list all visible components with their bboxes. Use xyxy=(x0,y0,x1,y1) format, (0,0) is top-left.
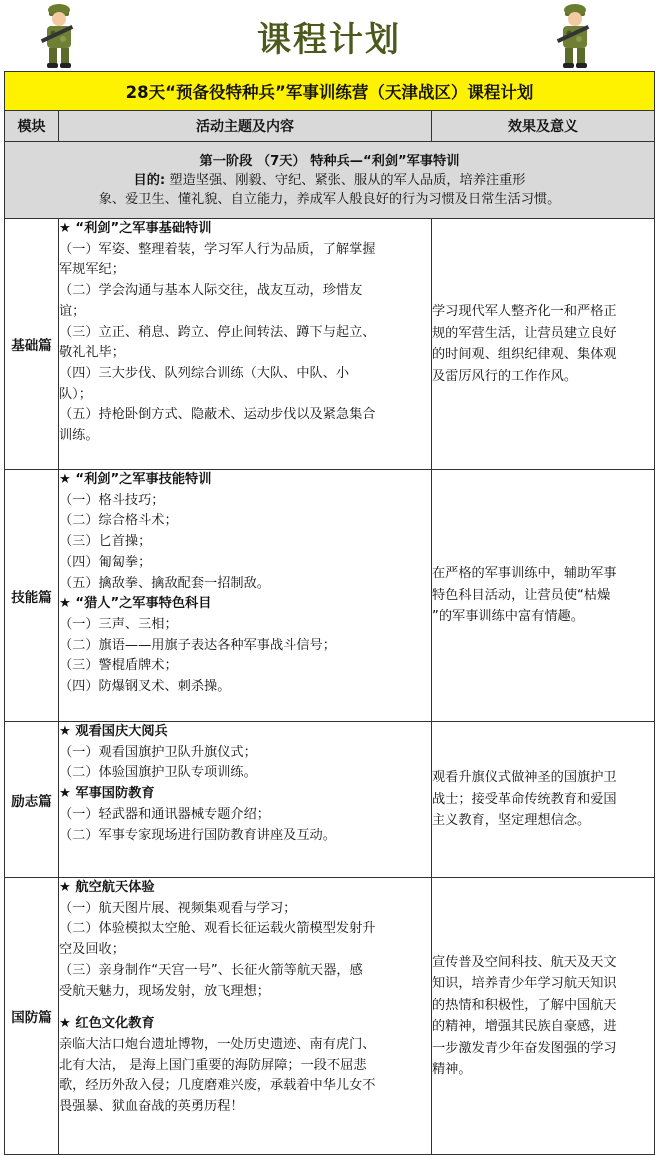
section-title: ★ 军事国防教育 xyxy=(59,786,155,802)
activity-line: （二）学会沟通与基本人际交往，战友互动，珍惜友 xyxy=(59,283,363,299)
effect-line: 及雷厉风行的工作作风。 xyxy=(432,368,578,384)
course-plan-table xyxy=(4,71,655,1155)
stage-goal-label: 目的: xyxy=(133,172,166,188)
activity-line: 受航天魅力，现场发射，放飞理想； xyxy=(59,983,270,999)
activity-line: （一）轻武器和通讯器械专题介绍； xyxy=(59,806,270,822)
page-header xyxy=(0,0,658,70)
module-cell: 国防篇 xyxy=(5,878,59,1155)
effect-cell xyxy=(432,722,655,878)
activity-line: （三）立正、稍息、跨立、停止间转法、蹲下与起立、 xyxy=(59,324,376,340)
section-title: ★ “利剑”之军事技能特训 xyxy=(59,472,212,487)
table-title-row xyxy=(5,72,655,111)
effect-line: 一步激发青少年奋发图强的学习 xyxy=(432,1040,617,1056)
activity-line: （五）持枪卧倒方式、隐蔽术、运动步伐以及紧急集合 xyxy=(59,407,376,423)
effect-line: 主义教育，坚定理想信念。 xyxy=(432,813,591,829)
effect-line: 宣传普及空间科技、航天及天文 xyxy=(432,954,617,970)
activity-line: 北有大沽， 是海上国门重要的海防屏障；一段不屈悲 xyxy=(59,1057,367,1073)
activity-line: （四）三大步伐、队列综合训练（大队、中队、小 xyxy=(59,365,350,381)
effect-line: 的精神，增强其民族自豪感，进 xyxy=(432,1019,617,1034)
module-cell: 励志篇 xyxy=(5,722,59,878)
activity-line: （一）格斗技巧； xyxy=(59,492,165,508)
activity-line: （一）军姿、整理着装，学习军人行为品质，了解掌握 xyxy=(59,241,376,257)
section-title: ★ “猎人”之军事特色科目 xyxy=(59,596,212,612)
activity-line: 歌，经历外敌入侵；几度磨难兴废，承载着中华儿女不 xyxy=(59,1078,376,1094)
stage-goal-line2: 象、爱卫生、懂礼貌、自立能力，养成军人般良好的行为习惯及日常生活习惯。 xyxy=(98,191,561,207)
effect-cell xyxy=(432,878,655,1155)
activity-line: （二）体验国旗护卫队专项训练。 xyxy=(59,765,257,781)
activity-line: （一）三声、三相； xyxy=(59,616,178,632)
activity-line: （二）军事专家现场进行国防教育讲座及互动。 xyxy=(59,827,336,843)
activity-line: （二）旗语——用旗子表达各种军事战斗信号； xyxy=(59,637,336,653)
table-header-row xyxy=(5,111,655,142)
activity-line: 畏强暴、狱血奋战的英勇历程！ xyxy=(59,1099,244,1115)
header-module: 模块 xyxy=(5,111,59,142)
effect-line: 精神。 xyxy=(432,1062,472,1077)
effect-line: 的热情和积极性，了解中国航天 xyxy=(432,997,617,1013)
table-row xyxy=(5,722,655,878)
effect-line: 知识，培养青少年学习航天知识 xyxy=(432,976,617,991)
activity-line: （一）航天图片展、视频集观看与学习； xyxy=(59,900,297,916)
module-cell: 技能篇 xyxy=(5,470,59,722)
stage-cell xyxy=(5,142,655,219)
activity-line: （三）警棍盾牌术； xyxy=(59,658,178,674)
stage-goal-line1 xyxy=(5,171,654,190)
soldier-icon xyxy=(548,2,602,70)
activity-line: （四）匍匐拳； xyxy=(59,554,152,570)
effect-line: 学习现代军人整齐化一和严格正 xyxy=(432,304,617,319)
activity-cell xyxy=(59,219,432,470)
header-activity: 活动主题及内容 xyxy=(59,111,432,142)
table-row xyxy=(5,878,655,1155)
activity-cell xyxy=(59,470,432,722)
activity-line: 训练。 xyxy=(59,428,99,444)
stage-title: 第一阶段 （7天） 特种兵—“利剑”军事特训 xyxy=(199,153,460,169)
section-title: ★ 航空航天体验 xyxy=(59,880,155,895)
effect-line: 在严格的军事训练中，辅助军事 xyxy=(432,566,617,582)
activity-line: （三）匕首操； xyxy=(59,534,152,550)
activity-line: 敬礼礼毕； xyxy=(59,345,125,361)
activity-line: 军规军纪； xyxy=(59,262,125,278)
activity-line: 亲临大沽口炮台遗址博物，一处历史遗迹、南有虎门、 xyxy=(59,1036,376,1052)
activity-line: 队）； xyxy=(59,386,92,402)
table-row xyxy=(5,219,655,470)
section-title: ★ “利剑”之军事基础特训 xyxy=(59,221,212,236)
effect-cell xyxy=(432,470,655,722)
activity-line: （二）体验模拟太空舱、观看长征运载火箭模型发射升 xyxy=(59,921,376,937)
activity-line: （三）亲身制作“天宫一号”、长征火箭等航天器，感 xyxy=(59,962,363,978)
activity-line: （四）防爆钢叉术、刺杀操。 xyxy=(59,679,231,695)
section-title: ★ 观看国庆大阅兵 xyxy=(59,724,168,739)
stage-row xyxy=(5,142,655,219)
effect-cell xyxy=(432,219,655,470)
activity-line: 空及回收； xyxy=(59,942,125,958)
activity-line: （二）综合格斗术； xyxy=(59,513,178,529)
page-title: 课程计划 xyxy=(257,20,401,60)
activity-line: （五）擒敌拳、擒敌配套一招制敌。 xyxy=(59,575,270,591)
table-row xyxy=(5,470,655,722)
effect-line: 特色科目活动，让营员使“枯燥 xyxy=(432,587,611,603)
module-cell: 基础篇 xyxy=(5,219,59,470)
activity-cell xyxy=(59,878,432,1155)
effect-line: 规的军营生活，让营员建立良好 xyxy=(432,325,617,341)
section-title: ★ 红色文化教育 xyxy=(59,1016,155,1032)
activity-cell xyxy=(59,722,432,878)
stage-goal-text1: 塑造坚强、刚毅、守纪、紧张、服从的军人品质，培养注重形 xyxy=(169,172,526,188)
header-effect: 效果及意义 xyxy=(432,111,655,142)
spacer xyxy=(59,1002,431,1014)
effect-line: 战士；接受革命传统教育和爱国 xyxy=(432,791,617,807)
effect-line: ”的军事训练中富有情趣。 xyxy=(432,609,584,625)
effect-line: 的时间观、组织纪律观、集体观 xyxy=(432,347,617,362)
activity-line: 谊； xyxy=(59,303,86,319)
effect-line: 观看升旗仪式做神圣的国旗护卫 xyxy=(432,770,617,786)
activity-line: （一）观看国旗护卫队升旗仪式； xyxy=(59,744,257,760)
table-title: 28天“预备役特种兵”军事训练营（天津战区）课程计划 xyxy=(5,72,655,111)
